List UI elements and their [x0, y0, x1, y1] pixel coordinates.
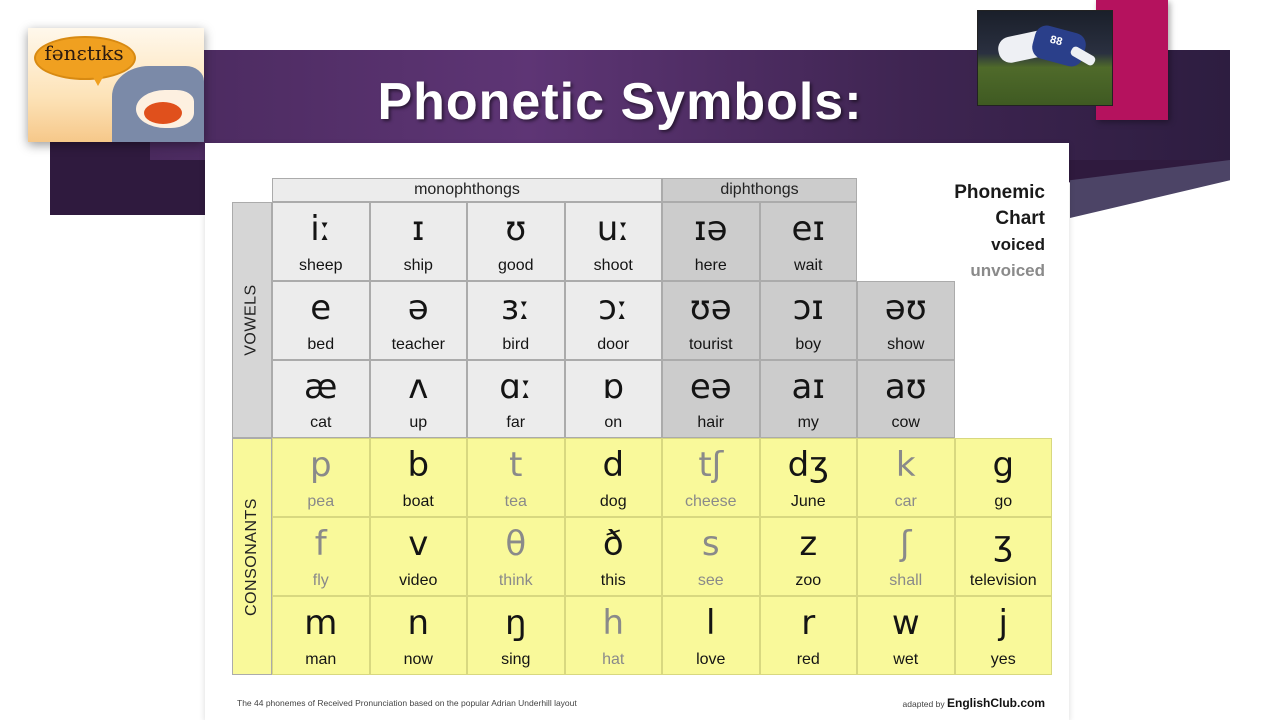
consonant-cell [370, 517, 468, 596]
phoneme-symbol: j [998, 602, 1008, 643]
phoneme-symbol: ɪə [693, 209, 728, 249]
phoneme-symbol: ɜː [500, 287, 531, 328]
consonant-cell [857, 438, 955, 517]
phoneme-symbol: d [602, 445, 625, 486]
header-monophthongs: monophthongs [272, 178, 662, 202]
example-word: pea [307, 493, 335, 511]
example-word: teacher [391, 335, 445, 353]
consonants-label: CONSONANTS [243, 497, 260, 616]
vowel-cell [760, 360, 858, 439]
phoneme-symbol: ð [602, 524, 624, 565]
chart-footnote: The 44 phonemes of Received Pronunciation based on the popular Adrian Underhill layout [237, 698, 577, 708]
vowel-cell [370, 281, 468, 360]
example-word: shoot [593, 256, 633, 274]
consonant-cell [955, 517, 1053, 596]
phoneme-symbol: k [895, 445, 916, 486]
example-word: ship [403, 256, 433, 274]
vowel-cell [370, 360, 468, 439]
example-word: good [497, 256, 534, 274]
example-word: sheep [298, 256, 343, 274]
example-word: love [696, 650, 726, 668]
phoneme-symbol: l [706, 602, 716, 643]
vowel-cell [467, 281, 565, 360]
example-word: here [694, 256, 727, 274]
consonant-cell [857, 596, 955, 675]
phoneme-symbol: ʊ [505, 209, 527, 249]
example-word: think [498, 571, 533, 589]
consonant-cell [760, 596, 858, 675]
consonant-cell [467, 438, 565, 517]
consonant-cell [662, 517, 760, 596]
example-word: this [600, 571, 626, 589]
vowel-cell [467, 202, 565, 281]
example-word: cat [310, 414, 332, 432]
phoneme-symbol: θ [505, 524, 527, 565]
example-word: bed [307, 335, 335, 353]
credit-brand: EnglishClub.com [946, 696, 1045, 710]
example-word: man [305, 650, 337, 668]
phoneme-symbol: əʊ [884, 287, 927, 328]
consonant-cell [370, 438, 468, 517]
example-word: wet [893, 650, 919, 668]
phoneme-symbol: dʒ [787, 445, 829, 486]
example-word: dog [599, 493, 627, 511]
legend-title-line2: Chart [995, 208, 1045, 229]
example-word: now [403, 650, 433, 668]
phoneme-symbol: t [509, 445, 523, 486]
phoneme-symbol: g [992, 445, 1015, 486]
example-word: boat [402, 493, 434, 511]
example-word: video [399, 571, 438, 589]
chart-credit [903, 696, 1045, 710]
consonant-cell [857, 517, 955, 596]
vowel-cell [272, 281, 370, 360]
example-word: bird [502, 335, 530, 353]
football-photo [977, 10, 1113, 106]
example-word: door [597, 335, 630, 353]
vowels-label: VOWELS [243, 284, 260, 356]
consonant-cell [467, 517, 565, 596]
example-word: cheese [684, 493, 737, 511]
example-word: up [409, 414, 428, 432]
vowel-cell [662, 202, 760, 281]
vowel-cell [370, 202, 468, 281]
phoneme-symbol: ŋ [504, 602, 527, 643]
example-word: tourist [688, 335, 733, 353]
phoneme-symbol: ɪ [411, 209, 425, 249]
phoneme-symbol: ʒ [993, 524, 1014, 565]
consonant-cell [272, 517, 370, 596]
consonant-cell [955, 438, 1053, 517]
phoneme-symbol: ɔɪ [792, 287, 824, 328]
consonant-cell [565, 596, 663, 675]
phoneme-symbol: ʃ [900, 524, 912, 565]
phoneme-symbol: ɔː [598, 287, 629, 328]
phoneme-symbol: tʃ [698, 445, 724, 486]
vowel-cell [565, 360, 663, 439]
legend-unvoiced: unvoiced [970, 261, 1045, 280]
example-word: zoo [795, 571, 822, 589]
vowel-cell [662, 281, 760, 360]
fonetiks-logo [28, 28, 204, 142]
credit-prefix: adapted by [902, 699, 945, 709]
tongue-icon [144, 102, 182, 124]
vowel-cell [467, 360, 565, 439]
example-word: go [994, 493, 1013, 511]
example-word: red [796, 650, 820, 668]
example-word: hat [602, 650, 625, 668]
phoneme-symbol: æ [304, 366, 338, 407]
phoneme-symbol: ə [407, 287, 429, 328]
phoneme-symbol: w [891, 602, 920, 643]
logo-text: fənɛtɪks [44, 41, 124, 65]
consonant-cell [467, 596, 565, 675]
example-word: television [969, 571, 1037, 589]
phoneme-symbol: uː [596, 209, 630, 249]
phoneme-symbol: aɪ [791, 366, 825, 407]
speech-bubble-tail [88, 68, 108, 86]
phonemic-chart-document [205, 143, 1069, 720]
example-word: my [797, 414, 819, 432]
phoneme-symbol: eɪ [791, 209, 826, 249]
phoneme-symbol: f [314, 524, 327, 565]
vowel-cell [272, 202, 370, 281]
example-word: far [506, 414, 526, 432]
vowel-cell [760, 202, 858, 281]
vowel-cell [565, 202, 663, 281]
consonant-cell [370, 596, 468, 675]
vowel-cell [272, 360, 370, 439]
phoneme-symbol: e [310, 287, 332, 328]
phoneme-symbol: z [799, 524, 818, 565]
consonant-cell [662, 438, 760, 517]
legend-title-line1: Phonemic [954, 182, 1045, 203]
consonant-cell [760, 438, 858, 517]
header-diphthongs: diphthongs [662, 178, 857, 202]
consonant-cell [662, 596, 760, 675]
phoneme-symbol: b [407, 445, 430, 486]
consonant-cell [565, 438, 663, 517]
phoneme-symbol: ɑː [499, 366, 533, 407]
jersey-number: 88 [1048, 33, 1064, 49]
phoneme-symbol: ʌ [408, 366, 429, 407]
example-word: see [697, 571, 724, 589]
example-word: shall [889, 571, 923, 589]
phoneme-symbol: ɒ [602, 366, 625, 407]
vowel-cell [662, 360, 760, 439]
phonemic-chart-grid [232, 178, 1052, 675]
example-word: June [790, 493, 826, 511]
example-word: car [894, 493, 917, 511]
phoneme-symbol: n [407, 602, 430, 643]
page-title: Phonetic Symbols: [377, 73, 863, 131]
vowel-cell [857, 360, 955, 439]
phoneme-symbol: m [304, 602, 338, 643]
example-word: fly [312, 571, 329, 589]
phoneme-symbol: eə [689, 366, 732, 407]
vowel-cell [760, 281, 858, 360]
consonant-cell [760, 517, 858, 596]
phoneme-symbol: r [801, 602, 816, 643]
consonant-cell [272, 438, 370, 517]
example-word: wait [794, 256, 823, 274]
chart-legend [954, 180, 1045, 284]
vowel-cell [565, 281, 663, 360]
phoneme-symbol: h [602, 602, 625, 643]
consonant-cell [565, 517, 663, 596]
example-word: yes [990, 650, 1016, 668]
example-word: on [604, 414, 623, 432]
consonant-cell [955, 596, 1053, 675]
side-label-vowels [232, 202, 272, 438]
phoneme-symbol: aʊ [884, 366, 927, 407]
phoneme-symbol: p [309, 445, 332, 486]
side-label-consonants [232, 438, 272, 674]
legend-voiced: voiced [991, 235, 1045, 254]
phoneme-symbol: iː [310, 209, 332, 249]
phoneme-symbol: v [408, 524, 429, 565]
consonant-cell [272, 596, 370, 675]
example-word: hair [697, 414, 725, 432]
example-word: show [887, 335, 925, 353]
example-word: sing [501, 650, 531, 668]
example-word: tea [504, 493, 527, 511]
phoneme-symbol: s [701, 524, 720, 565]
example-word: boy [795, 335, 822, 353]
phoneme-symbol: ʊə [689, 287, 732, 328]
example-word: cow [891, 414, 920, 432]
vowel-cell [857, 281, 955, 360]
